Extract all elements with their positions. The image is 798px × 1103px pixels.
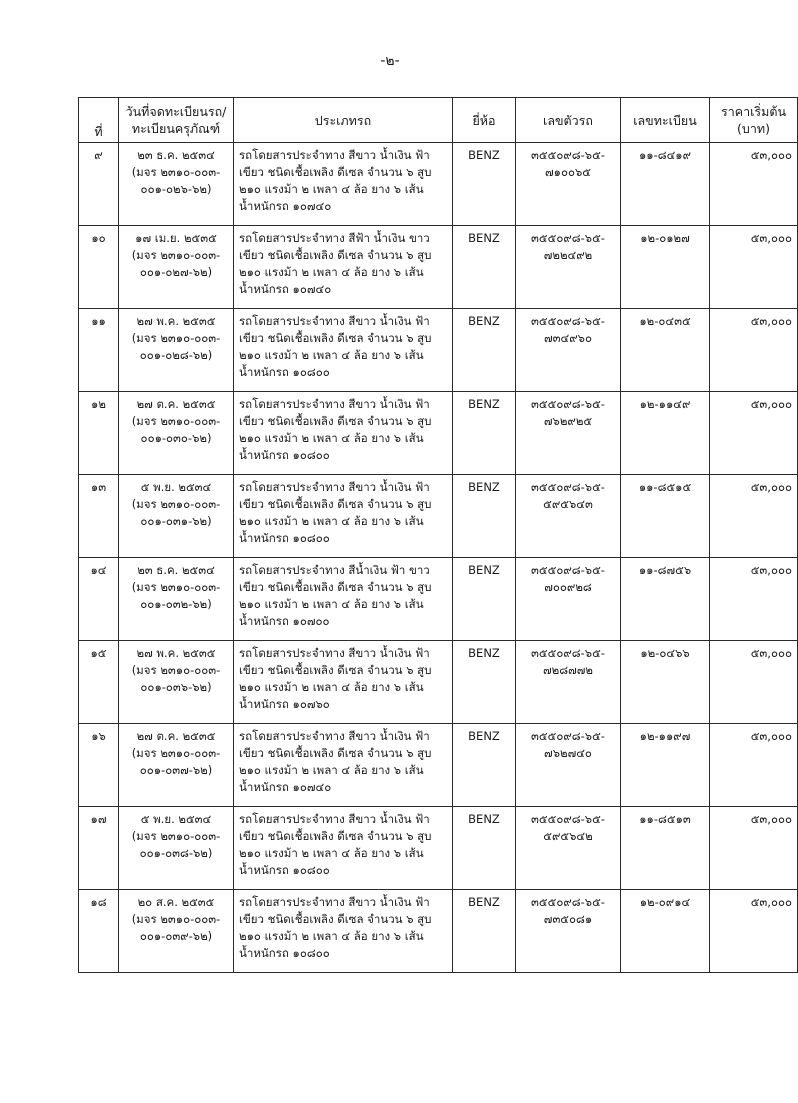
cell-brand <box>453 309 516 392</box>
table-row <box>79 558 798 641</box>
cell-vehicle-type-type-line1: รถโดยสารประจำทาง สีขาว น้ำเงิน ฟ้า <box>239 729 430 743</box>
cell-registration-date-asset-line2: ๐๐๑-๐๓๒-๖๒) <box>140 597 212 611</box>
cell-plate-number-plate: ๑๑-๘๗๕๖ <box>638 563 692 577</box>
cell-starting-price <box>710 392 798 475</box>
cell-registration-date-asset-line1: (มจร ๒๓๑๐-๐๐๓- <box>131 497 221 511</box>
table-row <box>79 392 798 475</box>
cell-registration-date-date: ๒๓ ธ.ค. ๒๕๓๔ <box>137 148 215 162</box>
cell-vehicle-type-type-line3: ๒๑๐ แรงม้า ๒ เพลา ๔ ล้อ ยาง ๖ เส้น <box>239 265 424 279</box>
cell-vehicle-type-type-line2: เขียว ชนิดเชื้อเพลิง ดีเซล จำนวน ๖ สูบ <box>239 414 432 428</box>
cell-starting-price-price: ๕๓,๐๐๐ <box>750 231 792 245</box>
cell-registration-date-asset-line2: ๐๐๑-๐๒๘-๖๒) <box>139 348 213 362</box>
cell-chassis-number <box>516 309 621 392</box>
cell-no <box>79 890 119 973</box>
cell-brand-brand: BENZ <box>468 729 500 743</box>
cell-no-no: ๑๓ <box>90 480 107 494</box>
cell-vehicle-type-type-line4: น้ำหนักรถ ๑๐๘๐๐ <box>239 365 330 379</box>
header-starting-price <box>710 98 798 143</box>
cell-vehicle-type <box>234 143 453 226</box>
cell-vehicle-type-type-line4: น้ำหนักรถ ๑๐๘๐๐ <box>239 531 330 545</box>
cell-starting-price <box>710 807 798 890</box>
cell-chassis-number <box>516 392 621 475</box>
cell-vehicle-type-type-line1: รถโดยสารประจำทาง สีขาว น้ำเงิน ฟ้า <box>239 480 430 494</box>
table-row <box>79 475 798 558</box>
cell-registration-date-asset-line2: ๐๐๑-๐๓๘-๖๒) <box>139 846 213 860</box>
cell-registration-date <box>119 392 234 475</box>
header-chassis-number: เลขตัวรถ <box>516 98 621 143</box>
cell-plate-number-plate: ๑๒-๐๑๒๗ <box>640 231 690 245</box>
cell-plate-number-plate: ๑๒-๑๑๙๗ <box>639 729 691 743</box>
cell-no <box>79 558 119 641</box>
cell-vehicle-type-type-line1: รถโดยสารประจำทาง สีขาว น้ำเงิน ฟ้า <box>239 397 430 411</box>
cell-registration-date-asset-line2: ๐๐๑-๐๓๖-๖๒) <box>140 680 212 694</box>
cell-chassis-number-engine-line2: ๗๑๐๐๖๕ <box>545 165 591 179</box>
cell-registration-date-asset-line2: ๐๐๑-๐๓๐-๖๒) <box>140 431 212 445</box>
cell-starting-price-price: ๕๓,๐๐๐ <box>750 812 792 826</box>
cell-vehicle-type-type-line2: เขียว ชนิดเชื้อเพลิง ดีเซล จำนวน ๖ สูบ <box>239 912 432 926</box>
cell-brand-brand: BENZ <box>468 231 500 245</box>
cell-no <box>79 724 119 807</box>
cell-brand-brand: BENZ <box>468 812 500 826</box>
cell-starting-price <box>710 143 798 226</box>
cell-vehicle-type-type-line1: รถโดยสารประจำทาง สีขาว น้ำเงิน ฟ้า <box>239 646 430 660</box>
cell-registration-date <box>119 143 234 226</box>
cell-registration-date-date: ๕ พ.ย. ๒๕๓๔ <box>140 480 212 494</box>
cell-chassis-number-engine-line2: ๗๓๔๙๖๐ <box>544 331 592 345</box>
cell-chassis-number-engine-line2: ๗๖๒๙๒๕ <box>543 414 593 428</box>
cell-plate-number <box>621 475 710 558</box>
cell-vehicle-type <box>234 641 453 724</box>
cell-registration-date-asset-line2: ๐๐๑-๐๓๙-๖๒) <box>139 929 213 943</box>
cell-vehicle-type <box>234 309 453 392</box>
cell-chassis-number-engine-line1: ๓๕๕๐๙๘-๖๕- <box>531 895 605 909</box>
cell-registration-date-asset-line2: ๐๐๑-๐๓๗-๖๒) <box>139 763 213 777</box>
cell-vehicle-type-type-line1: รถโดยสารประจำทาง สีน้ำเงิน ฟ้า ขาว <box>239 563 430 577</box>
cell-vehicle-type-type-line3: ๒๑๐ แรงม้า ๒ เพลา ๔ ล้อ ยาง ๖ เส้น <box>239 597 424 611</box>
cell-no-no: ๑๕ <box>90 646 107 660</box>
cell-brand <box>453 724 516 807</box>
cell-vehicle-type <box>234 890 453 973</box>
cell-no-no: ๑๘ <box>90 895 107 909</box>
cell-registration-date <box>119 807 234 890</box>
cell-chassis-number-engine-line1: ๓๕๕๐๙๘-๖๕- <box>531 646 605 660</box>
cell-starting-price-price: ๕๓,๐๐๐ <box>750 729 792 743</box>
cell-plate-number-plate: ๑๒-๐๔๓๕ <box>639 314 691 328</box>
cell-registration-date <box>119 641 234 724</box>
cell-no-no: ๑๔ <box>90 563 107 577</box>
table-row <box>79 890 798 973</box>
cell-no-no: ๑๗ <box>90 812 107 826</box>
cell-registration-date-asset-line2: ๐๐๑-๐๒๗-๖๒) <box>139 265 213 279</box>
cell-vehicle-type <box>234 226 453 309</box>
cell-vehicle-type-type-line4: น้ำหนักรถ ๑๐๗๔๐ <box>239 780 332 794</box>
cell-no <box>79 641 119 724</box>
cell-vehicle-type <box>234 475 453 558</box>
cell-vehicle-type <box>234 558 453 641</box>
cell-starting-price <box>710 475 798 558</box>
cell-registration-date <box>119 558 234 641</box>
cell-vehicle-type-type-line4: น้ำหนักรถ ๑๐๗๔๐ <box>239 282 332 296</box>
cell-vehicle-type-type-line1: รถโดยสารประจำทาง สีขาว น้ำเงิน ฟ้า <box>239 314 430 328</box>
cell-registration-date <box>119 724 234 807</box>
cell-chassis-number-engine-line1: ๓๕๕๐๙๘-๖๕- <box>531 729 605 743</box>
cell-vehicle-type-type-line3: ๒๑๐ แรงม้า ๒ เพลา ๔ ล้อ ยาง ๖ เส้น <box>239 348 424 362</box>
cell-registration-date-date: ๒๗ พ.ค. ๒๕๓๕ <box>136 646 216 660</box>
cell-chassis-number-engine-line1: ๓๕๕๐๙๘-๖๕- <box>531 480 605 494</box>
cell-brand-brand: BENZ <box>468 646 500 660</box>
cell-starting-price <box>710 558 798 641</box>
cell-vehicle-type-type-line4: น้ำหนักรถ ๑๐๘๐๐ <box>239 863 330 877</box>
cell-chassis-number-engine-line2: ๗๖๒๗๔๐ <box>544 746 592 760</box>
cell-chassis-number <box>516 724 621 807</box>
table-row <box>79 641 798 724</box>
cell-vehicle-type <box>234 724 453 807</box>
cell-vehicle-type-type-line2: เขียว ชนิดเชื้อเพลิง ดีเซล จำนวน ๖ สูบ <box>239 497 432 511</box>
cell-vehicle-type-type-line3: ๒๑๐ แรงม้า ๒ เพลา ๔ ล้อ ยาง ๖ เส้น <box>239 929 424 943</box>
cell-vehicle-type-type-line2: เขียว ชนิดเชื้อเพลิง ดีเซล จำนวน ๖ สูบ <box>239 663 432 677</box>
cell-registration-date-asset-line1: (มจร ๒๓๑๐-๐๐๓- <box>131 580 221 594</box>
cell-vehicle-type-type-line2: เขียว ชนิดเชื้อเพลิง ดีเซล จำนวน ๖ สูบ <box>239 331 432 345</box>
cell-chassis-number-engine-line1: ๓๕๕๐๙๘-๖๕- <box>531 397 605 411</box>
cell-no-no: ๑๑ <box>91 314 106 328</box>
cell-brand-brand: BENZ <box>468 148 500 162</box>
cell-no <box>79 226 119 309</box>
cell-brand <box>453 558 516 641</box>
cell-vehicle-type-type-line1: รถโดยสารประจำทาง สีขาว น้ำเงิน ฟ้า <box>239 148 430 162</box>
cell-registration-date-date: ๒๗ ต.ค. ๒๕๓๕ <box>136 729 216 743</box>
cell-plate-number-plate: ๑๑-๘๔๑๙ <box>638 148 692 162</box>
cell-vehicle-type-type-line2: เขียว ชนิดเชื้อเพลิง ดีเซล จำนวน ๖ สูบ <box>239 248 432 262</box>
cell-no-no: ๑๒ <box>91 397 106 411</box>
cell-no <box>79 475 119 558</box>
cell-starting-price <box>710 724 798 807</box>
table-row <box>79 309 798 392</box>
cell-brand-brand: BENZ <box>468 397 500 411</box>
cell-registration-date-asset-line1: (มจร ๒๓๑๐-๐๐๓- <box>131 165 221 179</box>
header-price-line-2: (บาท) <box>737 121 770 136</box>
cell-plate-number-plate: ๑๑-๘๕๑๕ <box>638 480 692 494</box>
cell-vehicle-type-type-line2: เขียว ชนิดเชื้อเพลิง ดีเซล จำนวน ๖ สูบ <box>239 746 432 760</box>
cell-registration-date-asset-line1: (มจร ๒๓๑๐-๐๐๓- <box>131 746 221 760</box>
cell-registration-date <box>119 309 234 392</box>
cell-chassis-number <box>516 558 621 641</box>
cell-registration-date-date: ๒๗ พ.ค. ๒๕๓๕ <box>136 314 216 328</box>
cell-no-no: ๙ <box>94 148 103 162</box>
cell-brand <box>453 226 516 309</box>
cell-starting-price <box>710 641 798 724</box>
header-no: ที่ <box>79 98 119 143</box>
cell-brand <box>453 475 516 558</box>
cell-registration-date-date: ๑๗ เม.ย. ๒๕๓๕ <box>135 231 217 245</box>
cell-chassis-number-engine-line1: ๓๕๕๐๙๘-๖๕- <box>531 812 605 826</box>
cell-chassis-number <box>516 641 621 724</box>
cell-plate-number <box>621 724 710 807</box>
table-row <box>79 143 798 226</box>
cell-registration-date <box>119 890 234 973</box>
cell-brand <box>453 807 516 890</box>
cell-registration-date-asset-line1: (มจร ๒๓๑๐-๐๐๓- <box>131 663 221 677</box>
cell-vehicle-type-type-line1: รถโดยสารประจำทาง สีฟ้า น้ำเงิน ขาว <box>239 231 430 245</box>
cell-plate-number <box>621 143 710 226</box>
cell-chassis-number-engine-line1: ๓๕๕๐๙๘-๖๕- <box>531 314 605 328</box>
cell-plate-number-plate: ๑๒-๑๑๔๙ <box>639 397 691 411</box>
cell-vehicle-type-type-line3: ๒๑๐ แรงม้า ๒ เพลา ๔ ล้อ ยาง ๖ เส้น <box>239 514 424 528</box>
cell-plate-number <box>621 226 710 309</box>
cell-plate-number-plate: ๑๒-๐๙๑๔ <box>639 895 691 909</box>
cell-chassis-number-engine-line2: ๗๒๒๔๙๒ <box>543 248 593 262</box>
header-date-line-2: ทะเบียนครุภัณฑ์ <box>131 121 221 136</box>
cell-brand-brand: BENZ <box>468 314 500 328</box>
cell-starting-price <box>710 226 798 309</box>
cell-registration-date-date: ๒๗ ต.ค. ๒๕๓๕ <box>136 397 216 411</box>
cell-plate-number <box>621 807 710 890</box>
cell-vehicle-type-type-line4: น้ำหนักรถ ๑๐๘๐๐ <box>239 946 330 960</box>
cell-starting-price <box>710 309 798 392</box>
cell-chassis-number-engine-line2: ๗๐๐๙๒๘ <box>544 580 592 594</box>
cell-registration-date <box>119 475 234 558</box>
cell-registration-date <box>119 226 234 309</box>
header-row <box>79 98 798 143</box>
cell-chassis-number <box>516 807 621 890</box>
cell-brand-brand: BENZ <box>468 895 500 909</box>
cell-registration-date-asset-line1: (มจร ๒๓๑๐-๐๐๓- <box>131 829 221 843</box>
table-row <box>79 807 798 890</box>
cell-vehicle-type-type-line2: เขียว ชนิดเชื้อเพลิง ดีเซล จำนวน ๖ สูบ <box>239 165 432 179</box>
header-plate-number: เลขทะเบียน <box>621 98 710 143</box>
cell-registration-date-asset-line1: (มจร ๒๓๑๐-๐๐๓- <box>131 912 221 926</box>
cell-chassis-number-engine-line2: ๕๙๕๖๔๒ <box>543 829 593 843</box>
cell-chassis-number-engine-line1: ๓๕๕๐๙๘-๖๕- <box>531 563 605 577</box>
page-number: -๒- <box>380 53 400 69</box>
cell-vehicle-type-type-line3: ๒๑๐ แรงม้า ๒ เพลา ๔ ล้อ ยาง ๖ เส้น <box>239 846 424 860</box>
cell-starting-price-price: ๕๓,๐๐๐ <box>750 148 792 162</box>
cell-brand <box>453 143 516 226</box>
header-date-line-1: วันที่จดทะเบียนรถ/ <box>125 104 227 119</box>
cell-no <box>79 807 119 890</box>
cell-chassis-number <box>516 890 621 973</box>
cell-plate-number <box>621 890 710 973</box>
cell-plate-number-plate: ๑๒-๐๔๖๖ <box>640 646 690 660</box>
cell-vehicle-type-type-line1: รถโดยสารประจำทาง สีขาว น้ำเงิน ฟ้า <box>239 812 430 826</box>
cell-registration-date-date: ๒๐ ส.ค. ๒๕๓๕ <box>137 895 215 909</box>
cell-vehicle-type-type-line3: ๒๑๐ แรงม้า ๒ เพลา ๔ ล้อ ยาง ๖ เส้น <box>239 680 424 694</box>
cell-vehicle-type <box>234 807 453 890</box>
cell-no-no: ๑๐ <box>91 231 106 245</box>
cell-chassis-number-engine-line1: ๓๕๕๐๙๘-๖๕- <box>531 231 605 245</box>
cell-plate-number <box>621 309 710 392</box>
vehicle-registry-table <box>78 97 798 973</box>
header-price-line-1: ราคาเริ่มต้น <box>720 104 786 119</box>
cell-registration-date-asset-line1: (มจร ๒๓๑๐-๐๐๓- <box>131 331 221 345</box>
cell-vehicle-type-type-line4: น้ำหนักรถ ๑๐๘๐๐ <box>239 448 330 462</box>
cell-chassis-number <box>516 143 621 226</box>
cell-registration-date-date: ๕ พ.ย. ๒๕๓๔ <box>140 812 212 826</box>
table-header <box>79 98 798 143</box>
cell-no <box>79 309 119 392</box>
cell-chassis-number-engine-line2: ๗๓๕๐๘๑ <box>543 912 593 926</box>
cell-starting-price-price: ๕๓,๐๐๐ <box>750 563 792 577</box>
cell-plate-number <box>621 641 710 724</box>
cell-plate-number <box>621 392 710 475</box>
cell-vehicle-type-type-line2: เขียว ชนิดเชื้อเพลิง ดีเซล จำนวน ๖ สูบ <box>239 580 432 594</box>
cell-starting-price <box>710 890 798 973</box>
table-row <box>79 724 798 807</box>
cell-no-no: ๑๖ <box>91 729 106 743</box>
table-row <box>79 226 798 309</box>
cell-no <box>79 143 119 226</box>
cell-brand <box>453 392 516 475</box>
cell-vehicle-type-type-line4: น้ำหนักรถ ๑๐๗๔๐ <box>239 199 332 213</box>
cell-vehicle-type-type-line1: รถโดยสารประจำทาง สีขาว น้ำเงิน ฟ้า <box>239 895 430 909</box>
table-body <box>79 143 798 973</box>
cell-chassis-number <box>516 475 621 558</box>
header-registration-date <box>119 98 234 143</box>
cell-brand-brand: BENZ <box>468 480 500 494</box>
cell-registration-date-asset-line2: ๐๐๑-๐๒๖-๖๒) <box>140 182 212 196</box>
cell-starting-price-price: ๕๓,๐๐๐ <box>750 895 792 909</box>
cell-plate-number-plate: ๑๑-๘๕๑๓ <box>639 812 691 826</box>
cell-vehicle-type-type-line3: ๒๑๐ แรงม้า ๒ เพลา ๔ ล้อ ยาง ๖ เส้น <box>239 763 424 777</box>
cell-chassis-number-engine-line2: ๕๙๕๖๔๓ <box>543 497 593 511</box>
cell-registration-date-date: ๒๓ ธ.ค. ๒๕๓๔ <box>137 563 215 577</box>
cell-vehicle-type-type-line3: ๒๑๐ แรงม้า ๒ เพลา ๔ ล้อ ยาง ๖ เส้น <box>239 182 424 196</box>
cell-no <box>79 392 119 475</box>
cell-vehicle-type-type-line2: เขียว ชนิดเชื้อเพลิง ดีเซล จำนวน ๖ สูบ <box>239 829 432 843</box>
cell-vehicle-type-type-line3: ๒๑๐ แรงม้า ๒ เพลา ๔ ล้อ ยาง ๖ เส้น <box>239 431 424 445</box>
cell-starting-price-price: ๕๓,๐๐๐ <box>750 397 792 411</box>
cell-vehicle-type-type-line4: น้ำหนักรถ ๑๐๗๐๐ <box>239 614 330 628</box>
cell-starting-price-price: ๕๓,๐๐๐ <box>750 480 792 494</box>
cell-chassis-number-engine-line1: ๓๕๕๐๙๘-๖๕- <box>531 148 605 162</box>
header-vehicle-type: ประเภทรถ <box>234 98 453 143</box>
cell-brand <box>453 890 516 973</box>
cell-chassis-number-engine-line2: ๗๒๘๗๗๒ <box>543 663 593 677</box>
cell-starting-price-price: ๕๓,๐๐๐ <box>750 314 792 328</box>
header-brand: ยี่ห้อ <box>453 98 516 143</box>
cell-registration-date-asset-line2: ๐๐๑-๐๓๑-๖๒) <box>140 514 212 528</box>
cell-brand <box>453 641 516 724</box>
cell-brand-brand: BENZ <box>468 563 500 577</box>
cell-vehicle-type <box>234 392 453 475</box>
cell-chassis-number <box>516 226 621 309</box>
cell-vehicle-type-type-line4: น้ำหนักรถ ๑๐๗๖๐ <box>239 697 330 711</box>
cell-registration-date-asset-line1: (มจร ๒๓๑๐-๐๐๓- <box>131 248 221 262</box>
cell-plate-number <box>621 558 710 641</box>
cell-registration-date-asset-line1: (มจร ๒๓๑๐-๐๐๓- <box>131 414 221 428</box>
cell-starting-price-price: ๕๓,๐๐๐ <box>750 646 792 660</box>
